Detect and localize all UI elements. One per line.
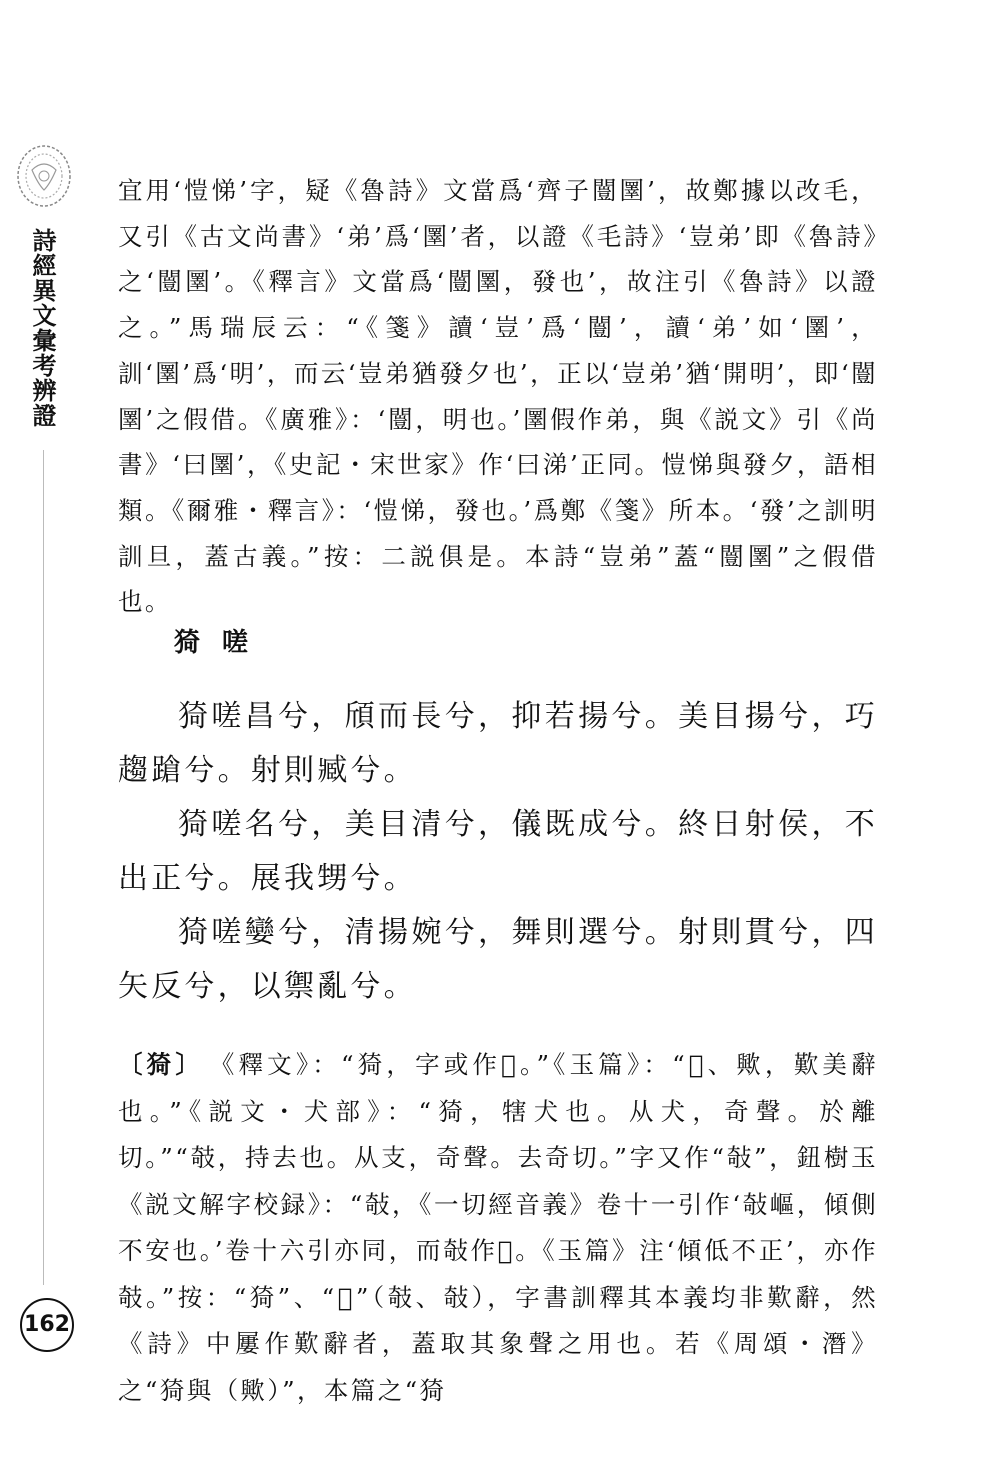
annotation-term: 〔猗〕 [118,1050,205,1079]
running-title: 詩經異文彙考辨證 [28,228,56,428]
poem-text [118,690,878,1014]
section-title: 猗嗟 [174,628,271,658]
decorative-emblem [12,140,76,214]
poem-stanza: 猗嗟名兮，美目清兮，儀既成兮。終日射侯，不出正兮。展我甥兮。 [118,807,878,896]
annotation-text: 《釋文》：“猗，字或作𢿱。”《玉篇》：“𢿱、歟，歎美辭也。”《説文・犬部》：“猗，犗犬也。从犬，奇聲。於離切。”“攲，持去也。从支，奇聲。去奇切。”字又作“敧”，鈕樹玉《説文解字校録》：“敧，《一切經音義》卷十一引作‘敧嶇，傾側不安也。’卷十六引亦同，而敧作𢿱。《玉篇》注‘傾低不正’，亦作攲。”按：“猗”、“𢿱”（攲、敧），字書訓釋其本義均非歎辭，然《詩》中屢作歎辭者，蓋取其象聲之用也。若《周頌・潛》之“猗與（歟）”，本篇之“猗 [118,1050,879,1405]
poem-stanza: 猗嗟孌兮，清揚婉兮，舞則選兮。射則貫兮，四矢反兮，以禦亂兮。 [118,915,878,1004]
side-divider [43,450,44,1285]
page-number: 162 [20,1298,74,1352]
poem-stanza: 猗嗟昌兮，頎而長兮，抑若揚兮。美目揚兮，巧趨蹌兮。射則臧兮。 [118,699,878,788]
annotation-paragraph [118,1042,878,1414]
intro-paragraph: 宜用‘愷悌’字，疑《魯詩》文當爲‘齊子闓圛’，故鄭據以改毛，又引《古文尚書》‘弟’爲‘圛’者，以證《毛詩》‘豈弟’即《魯詩》之‘闓圛’。《釋言》文當爲‘闓圛，發也’，故注引《魯詩》以證之。”馬瑞辰云：“《箋》讀‘豈’爲‘闓’，讀‘弟’如‘圛’，訓‘圛’爲‘明’，而云‘豈弟猶發夕也’，正以‘豈弟’猶‘開明’，即‘闓圛’之假借。《廣雅》：‘闓，明也。’圛假作弟，與《説文》引《尚書》‘曰圛’，《史記・宋世家》作‘曰涕’正同。愷悌與發夕，語相類。《爾雅・釋言》：‘愷悌，發也。’爲鄭《箋》所本。‘發’之訓明訓旦，蓋古義。”按：二説俱是。本詩“豈弟”蓋“闓圛”之假借也。 [118,176,878,617]
